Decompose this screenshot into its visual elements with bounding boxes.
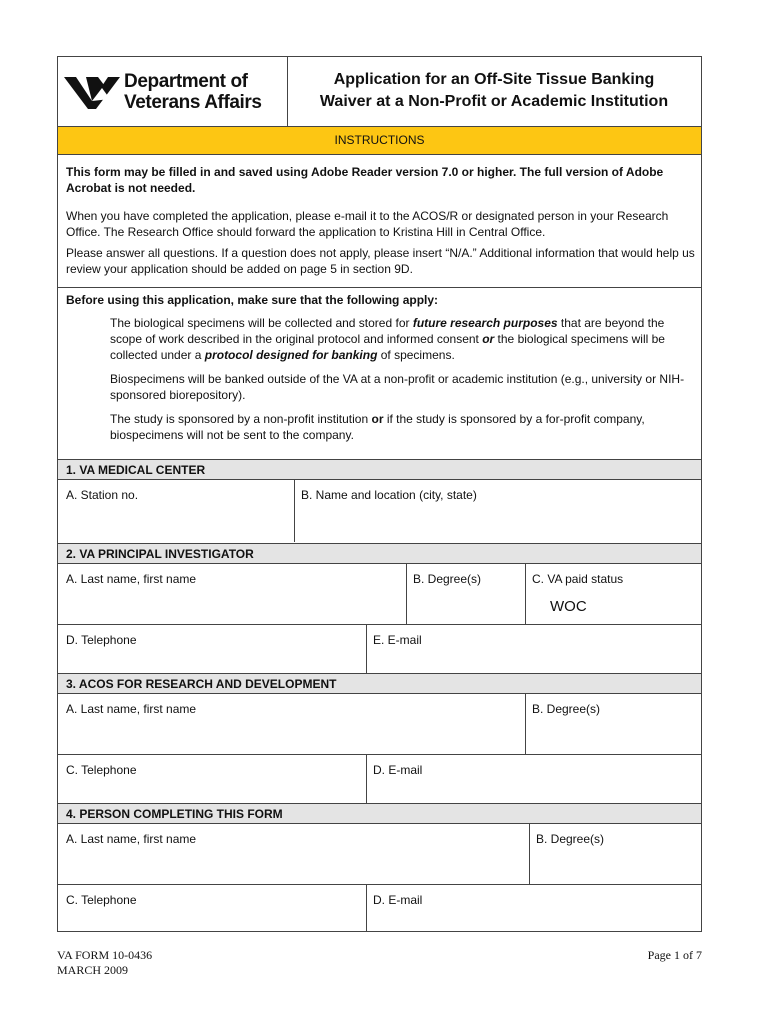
acos-name-label: A. Last name, first name — [66, 702, 197, 716]
instructions-para-1: When you have completed the application, please e-mail it to the ACOS/R or designated person in your Research Office. The Research Office should forward the application to Kristina Hill in Central Office. — [66, 209, 669, 239]
form-title: Application for an Off-Site Tissue Banking Waiver at a Non-Profit or Academic Institution — [319, 71, 669, 110]
pi-email-label: E. E-mail — [373, 633, 422, 647]
cell-divider — [525, 694, 526, 754]
acos-email-label: D. E-mail — [373, 763, 423, 777]
pi-paid-status-value[interactable]: WOC — [550, 598, 587, 615]
pi-name-label: A. Last name, first name — [66, 572, 197, 586]
acos-telephone-label: C. Telephone — [66, 763, 137, 777]
completer-degree-label: B. Degree(s) — [536, 832, 605, 846]
pi-degree-label: B. Degree(s) — [413, 572, 482, 586]
condition-item-2: Biospecimens will be banked outside of the VA at a non-profit or academic institution (e.g., university or NIH-sponsored biorepository). — [110, 372, 685, 402]
cell-divider — [529, 824, 530, 884]
cell-divider — [525, 564, 526, 624]
form-number: VA FORM 10-0436 MARCH 2009 — [57, 948, 153, 977]
instructions-para-2: Please answer all questions. If a question does not apply, please insert “N/A.” Additional information that would help us review your application should be added on page 5 in section 9D. — [66, 246, 695, 276]
form-page — [57, 56, 702, 932]
page-number: Page 1 of 7 — [647, 948, 702, 962]
instructions-heading: INSTRUCTIONS — [58, 127, 701, 155]
cell-divider — [294, 480, 295, 542]
cell-divider — [366, 884, 367, 931]
section-3-heading: 3. ACOS FOR RESEARCH AND DEVELOPMENT — [58, 673, 701, 694]
completer-email-label: D. E-mail — [373, 893, 423, 907]
completer-telephone-label: C. Telephone — [66, 893, 137, 907]
form-header — [58, 57, 701, 127]
condition-item-1: The biological specimens will be collected and stored for future research purposes that are beyond the scope of work described in the original protocol and informed consent or the biological specimens will be collected under a protocol designed for banking of specimens. — [110, 316, 665, 362]
section-1-heading: 1. VA MEDICAL CENTER — [58, 459, 701, 480]
completer-name-label: A. Last name, first name — [66, 832, 197, 846]
divider — [58, 754, 701, 755]
va-seal-icon — [62, 71, 122, 113]
condition-item-3: The study is sponsored by a non-profit institution or if the study is sponsored by a for-profit company, biospecimens will not be sent to the company. — [110, 412, 645, 442]
va-logo — [58, 57, 288, 126]
divider — [58, 884, 701, 885]
org-name: Department of Veterans Affairs — [124, 71, 262, 113]
adobe-note: This form may be filled in and saved using Adobe Reader version 7.0 or higher. The full version of Adobe Acrobat is not needed. — [66, 165, 664, 195]
acos-degree-label: B. Degree(s) — [532, 702, 601, 716]
divider — [58, 287, 701, 288]
section-4-heading: 4. PERSON COMPLETING THIS FORM — [58, 803, 701, 824]
cell-divider — [366, 754, 367, 803]
pi-paid-status-label: C. VA paid status — [532, 572, 624, 586]
divider — [58, 624, 701, 625]
pi-telephone-label: D. Telephone — [66, 633, 137, 647]
cell-divider — [366, 624, 367, 673]
cell-divider — [406, 564, 407, 624]
station-no-label: A. Station no. — [66, 488, 139, 502]
name-location-label: B. Name and location (city, state) — [301, 488, 477, 502]
before-heading: Before using this application, make sure that the following apply: — [66, 293, 439, 307]
section-2-heading: 2. VA PRINCIPAL INVESTIGATOR — [58, 543, 701, 564]
